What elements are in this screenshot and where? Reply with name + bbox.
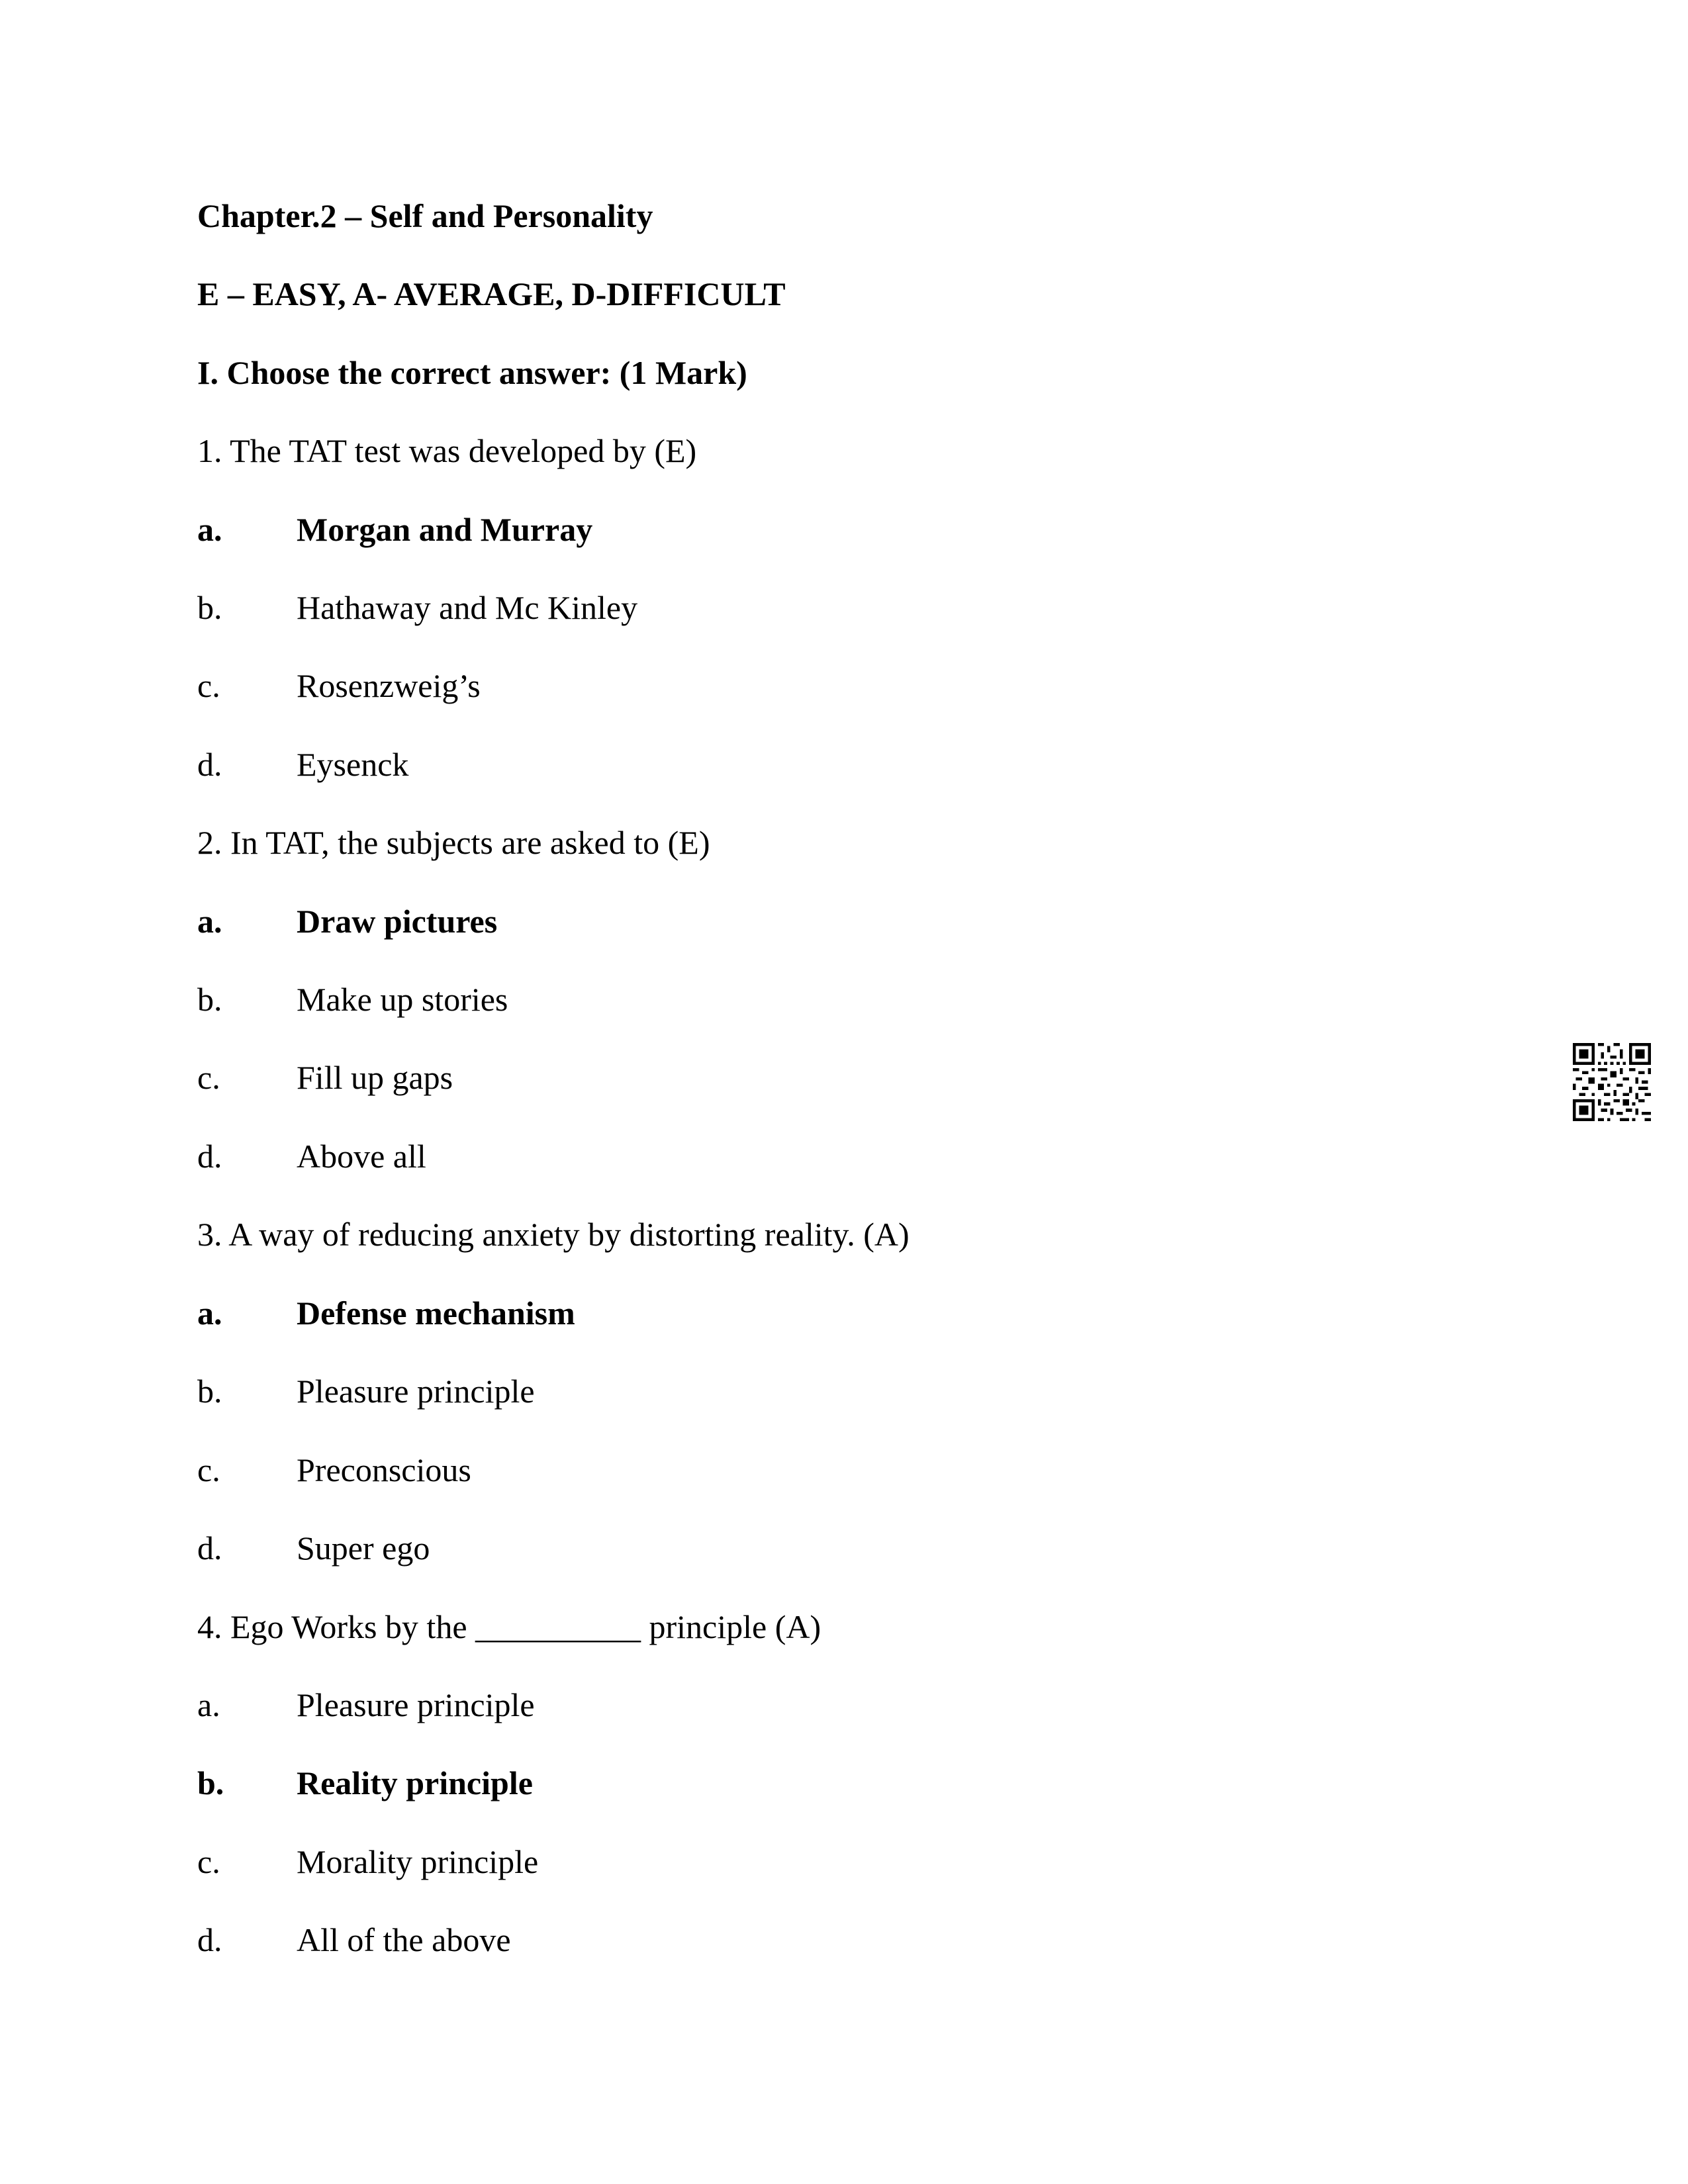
option-letter: a. [197,1295,222,1332]
option-letter: b. [197,981,222,1018]
difficulty-key: E – EASY, A- AVERAGE, D-DIFFICULT [197,275,786,312]
option-text-correct: Defense mechanism [297,1295,575,1332]
option-letter: c. [197,1843,220,1880]
option-letter: a. [197,903,222,940]
option-letter: d. [197,1138,222,1175]
option-letter: a. [197,1686,220,1723]
option-letter: b. [197,589,222,626]
option-letter: a. [197,511,222,548]
option-text-correct: Reality principle [297,1764,533,1801]
question-2: 2. In TAT, the subjects are asked to (E) [197,824,710,861]
option-text: Make up stories [297,981,508,1018]
option-letter: d. [197,746,222,783]
option-letter: c. [197,1451,220,1488]
option-text: Fill up gaps [297,1059,453,1096]
option-letter: d. [197,1529,222,1567]
option-text: Above all [297,1138,426,1175]
option-text-correct: Morgan and Murray [297,511,593,548]
option-letter: d. [197,1921,222,1958]
option-text: Eysenck [297,746,409,783]
option-text-correct: Draw pictures [297,903,498,940]
option-text: Morality principle [297,1843,539,1880]
option-text: Preconscious [297,1451,471,1488]
option-text: Hathaway and Mc Kinley [297,589,638,626]
question-1: 1. The TAT test was developed by (E) [197,432,697,469]
option-text: All of the above [297,1921,511,1958]
option-letter: c. [197,667,220,704]
option-letter: c. [197,1059,220,1096]
option-text: Super ego [297,1529,430,1567]
chapter-title: Chapter.2 – Self and Personality [197,197,653,234]
option-letter: b. [197,1373,222,1410]
option-letter: b. [197,1764,224,1801]
question-4: 4. Ego Works by the __________ principle (A) [197,1608,821,1645]
qr-code-icon [1573,1043,1651,1121]
option-text: Pleasure principle [297,1373,535,1410]
section-title: I. Choose the correct answer: (1 Mark) [197,354,747,391]
option-text: Rosenzweig’s [297,667,481,704]
question-3: 3. A way of reducing anxiety by distorting reality. (A) [197,1216,910,1253]
option-text: Pleasure principle [297,1686,535,1723]
